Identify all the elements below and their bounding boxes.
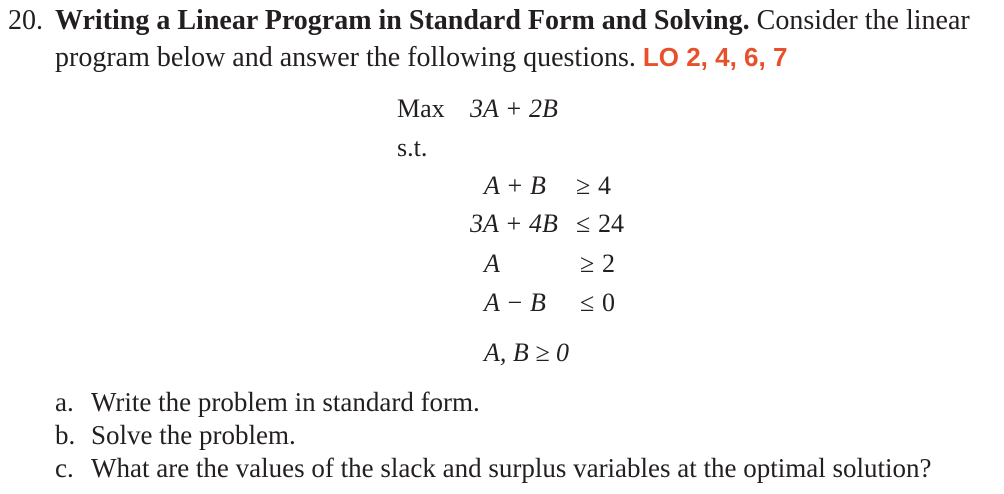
problem-intro <box>55 39 787 76</box>
constraint-2-lhs: 3A + 4B <box>470 209 558 238</box>
constraint-1-operator: ≥ <box>576 171 591 200</box>
question-b-label: b. <box>55 420 76 450</box>
problem-intro-line1: Consider the linear <box>749 5 970 36</box>
constraint-2-rhs: 24 <box>598 209 624 238</box>
constraint-4-operator: ≤ <box>580 288 595 317</box>
constraint-1-lhs: A + B <box>484 171 546 200</box>
constraint-3-rhs: 2 <box>602 249 615 278</box>
constraint-4-lhs: A − B <box>484 288 546 317</box>
problem-intro-line2: program below and answer the following questions. <box>55 42 636 73</box>
problem-heading <box>8 3 970 39</box>
question-b <box>55 419 296 451</box>
question-a <box>55 386 480 418</box>
constraint-4-rhs: 0 <box>602 288 615 317</box>
nonnegativity-constraint: A, B ≥ 0 <box>484 338 570 367</box>
constraint-3-lhs: A <box>484 249 500 278</box>
question-a-text: Write the problem in standard form. <box>91 387 480 417</box>
constraint-2-operator: ≤ <box>576 209 591 238</box>
problem-number: 20. <box>8 5 43 36</box>
constraint-1-rhs: 4 <box>598 171 611 200</box>
problem-title: Writing a Linear Program in Standard Form and Solving. <box>55 5 750 36</box>
objective-label: Max <box>397 94 445 123</box>
question-c-text: What are the values of the slack and surplus variables at the optimal solution? <box>91 453 932 483</box>
learning-objectives-tag: LO 2, 4, 6, 7 <box>642 42 788 72</box>
objective-expression: 3A + 2B <box>470 94 558 123</box>
question-a-label: a. <box>55 387 74 417</box>
subject-to-label: s.t. <box>397 133 428 162</box>
constraint-3-operator: ≥ <box>580 249 595 278</box>
question-b-text: Solve the problem. <box>91 420 296 450</box>
question-c <box>55 452 932 484</box>
question-c-label: c. <box>55 453 74 483</box>
